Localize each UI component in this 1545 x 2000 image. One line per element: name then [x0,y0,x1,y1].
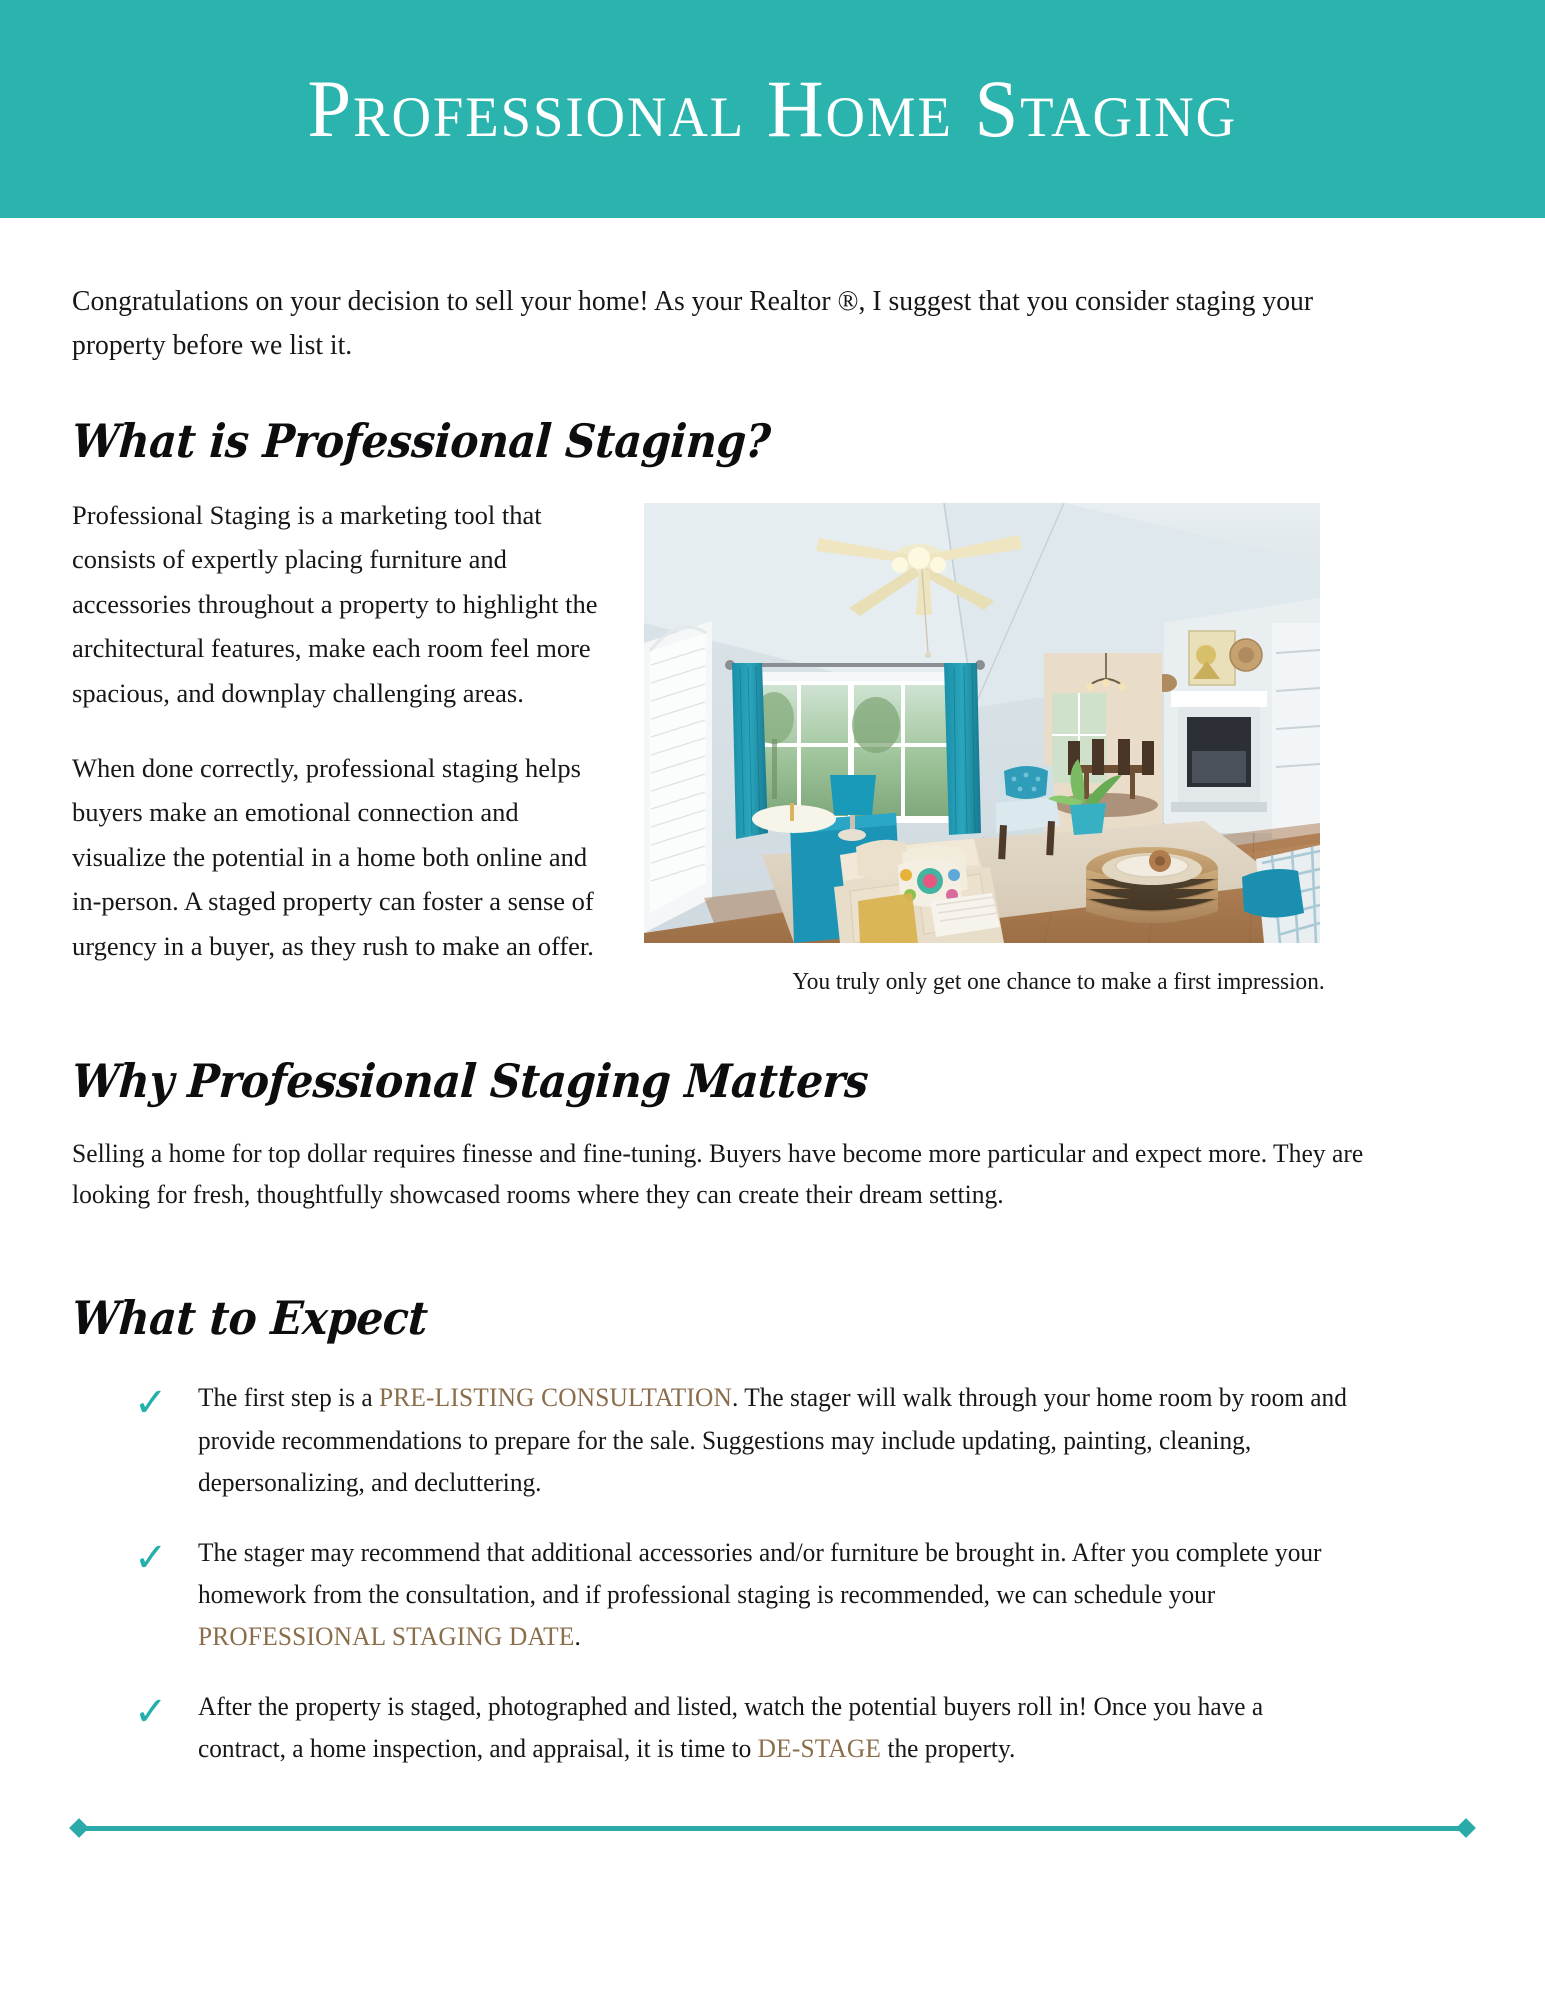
staged-living-room-photo [644,503,1320,943]
photo-caption: You truly only get one chance to make a first impression. [792,968,1325,995]
checkmark-icon: ✓ [134,1380,168,1427]
checklist-item-text-before: The stager may recommend that additional accessories and/or furniture be brought in. After you complete your homework from the consultation, and if professional staging is recommended, we can schedule your [198,1537,1322,1609]
heading-what-to-expect: What to Expect [70,1290,430,1345]
checklist-item-text [198,1377,1353,1503]
checklist-item-keyword: PROFESSIONAL STAGING DATE [198,1621,575,1651]
checklist-item-text-after: . [574,1621,581,1651]
page-body [0,280,1545,1840]
what-to-expect-checklist [72,1377,1473,1770]
why-matters-paragraph: Selling a home for top dollar requires finesse and fine-tuning. Buyers have become more particular and expect more. They are looking for fresh, thoughtfully showcased rooms where they can create their dream setting. [72,1137,1364,1209]
checklist-item-text-after: the property. [881,1734,1016,1764]
intro-paragraph: Congratulations on your decision to sell your home! As your Realtor ®, I suggest that you consider staging your property before we list it. [72,286,1314,362]
page-title: Professional Home Staging [307,63,1238,154]
heading-what-is-professional-staging: What is Professional Staging? [70,414,772,469]
list-item [134,1686,1473,1770]
checklist-item-text-after: . The stager will walk through your home room by room and provide recommendations to prepare for the sale. Suggestions may include updating, painting, cleaning, depersonalizing, and decluttering. [198,1383,1347,1497]
checklist-item-text-before: After the property is staged, photographed and listed, watch the potential buyers roll in! Once you have a contract, a home inspection, and appraisal, it is time to [198,1692,1264,1764]
heading-why-professional-staging-matters: Why Professional Staging Matters [70,1054,870,1109]
checkmark-icon: ✓ [134,1534,168,1581]
what-is-staging-paragraph-1: Professional Staging is a marketing tool that consists of expertly placing furniture and accessories throughout a property to highlight the architectural features, make each room feel more spacious, and downplay challenging areas. [72,499,598,708]
diamond-left-icon [69,1818,89,1838]
diamond-right-icon [1456,1818,1476,1838]
checkmark-icon: ✓ [134,1689,168,1736]
checklist-item-text [198,1686,1353,1770]
what-is-staging-text-column [72,493,612,998]
list-item [134,1377,1473,1503]
what-is-staging-paragraph-2: When done correctly, professional staging helps buyers make an emotional connection and visualize the potential in a home both online and in-person. A staged property can foster a sense of urgency in a buyer, as they rush to make an offer. [72,752,594,961]
list-item [134,1532,1473,1658]
staged-living-room-illustration [644,503,1320,943]
page-header-banner [0,0,1545,218]
checklist-item-keyword: PRE-LISTING CONSULTATION [378,1383,733,1413]
divider-line [86,1826,1459,1831]
checklist-item-keyword: DE-STAGE [757,1734,882,1764]
staged-room-figure [644,493,1473,996]
checklist-item-text [198,1532,1353,1658]
bottom-divider [72,1816,1473,1840]
checklist-item-text-before: The first step is a [198,1383,379,1413]
what-is-staging-section [72,493,1473,998]
